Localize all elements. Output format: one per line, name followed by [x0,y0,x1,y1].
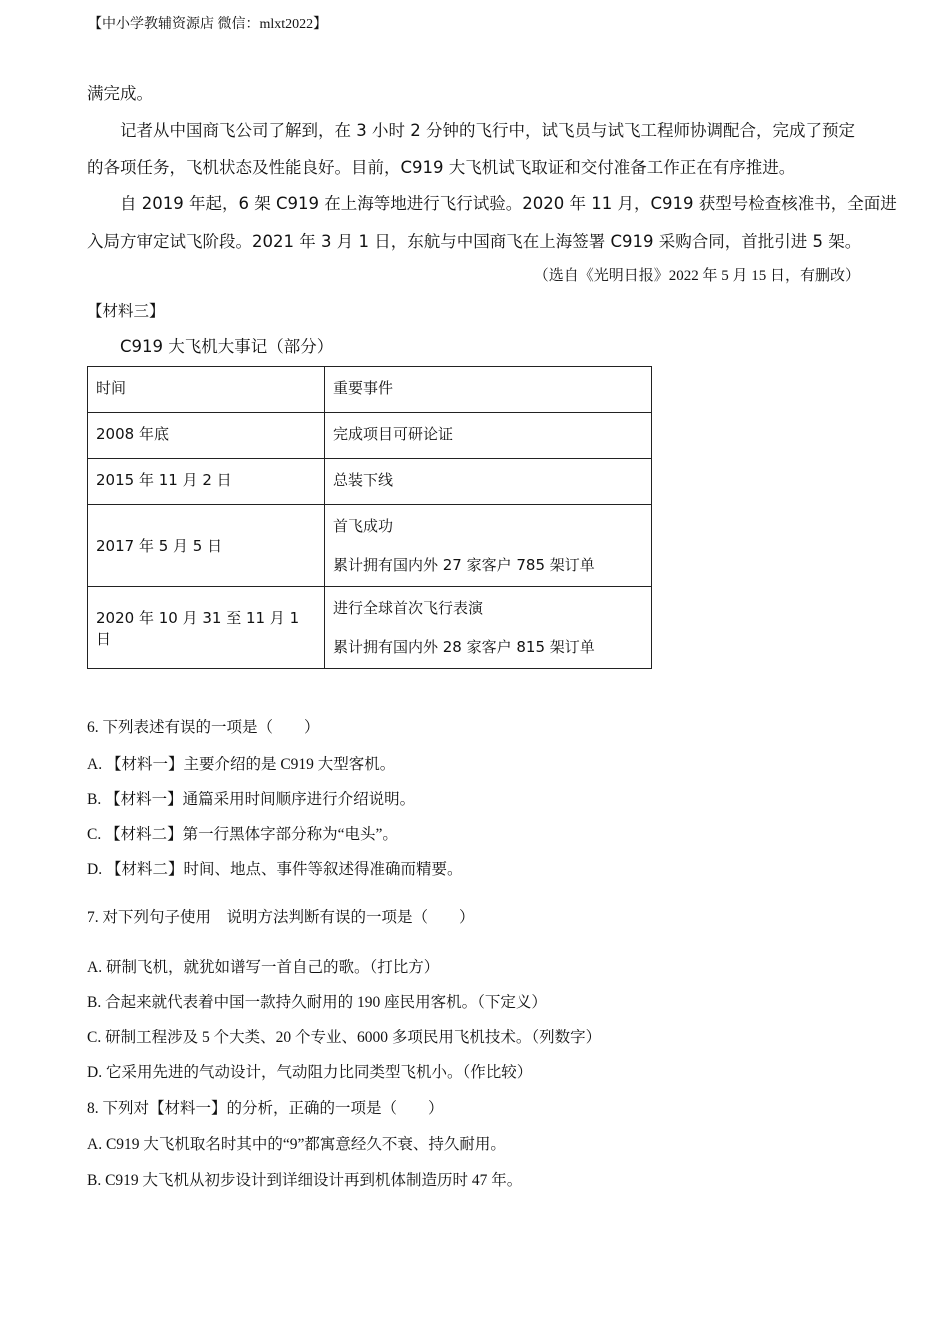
page-header: 【中小学教辅资源店 微信：mlxt2022】 [88,17,328,32]
material-label: 【材料三】 [87,303,165,320]
question-7-option-c: C. 研制工程涉及 5 个大类、20 个专业、6000 多项民用飞机技术。（列数字） [87,1029,602,1046]
events-table [87,366,652,669]
table-row [88,459,652,505]
table-row [88,505,652,587]
header-events: 重要事件 [333,379,394,397]
cell-event: 总装下线 [333,471,394,489]
question-6-option-c: C. 【材料二】第一行黑体字部分称为“电头”。 [87,826,398,843]
cell-time: 2008 年底 [96,425,169,443]
question-7-option-b: B. 合起来就代表着中国一款持久耐用的 190 座民用客机。（下定义） [87,994,547,1011]
question-6-option-a: A. 【材料一】主要介绍的是 C919 大型客机。 [87,756,396,773]
question-8-option-a: A. C919 大飞机取名时其中的“9”都寓意经久不衰、持久耐用。 [87,1136,506,1153]
source-citation: （选自《光明日报》2022 年 5 月 15 日，有删改） [533,268,860,284]
paragraph-line: 自 2019 年起，6 架 C919 在上海等地进行飞行试验。2020 年 11 月，C919 获型号检查核准书，全面进 [120,194,897,213]
table-title: C919 大飞机大事记（部分） [120,337,334,356]
paragraph-line: 的各项任务，飞机状态及性能良好。目前，C919 大飞机试飞取证和交付准备工作正在有序推进。 [87,158,796,177]
header-time: 时间 [96,379,127,397]
question-6-stem: 6. 下列表述有误的一项是（ ） [87,719,320,736]
question-7-option-a: A. 研制飞机，就犹如谱写一首自己的歌。（打比方） [87,959,440,976]
question-7-option-d: D. 它采用先进的气动设计，气动阻力比同类型飞机小。（作比较） [87,1064,533,1081]
question-6-option-b: B. 【材料一】通篇采用时间顺序进行介绍说明。 [87,791,416,808]
question-8-stem: 8. 下列对【材料一】的分析，正确的一项是（ ） [87,1100,444,1117]
table-header-row [88,367,652,413]
cell-time: 2017 年 5 月 5 日 [96,537,223,555]
cell-time: 2015 年 11 月 2 日 [96,471,232,489]
paragraph-line: 满完成。 [87,84,153,103]
table-row [88,587,652,669]
paragraph-line: 入局方审定试飞阶段。2021 年 3 月 1 日，东航与中国商飞在上海签署 C919 采购合同，首批引进 5 架。 [87,232,862,251]
cell-event: 累计拥有国内外 27 家客户 785 架订单 [333,556,595,574]
cell-event: 累计拥有国内外 28 家客户 815 架订单 [333,638,595,656]
table-row [88,413,652,459]
question-8-option-b: B. C919 大飞机从初步设计到详细设计再到机体制造历时 47 年。 [87,1172,523,1189]
question-7-stem: 7. 对下列句子使用 说明方法判断有误的一项是（ ） [87,909,475,926]
cell-time: 2020 年 10 月 31 至 11 月 1 日 [96,608,300,648]
paragraph-line: 记者从中国商飞公司了解到，在 3 小时 2 分钟的飞行中，试飞员与试飞工程师协调配合，完成了预定 [120,121,855,140]
question-6-option-d: D. 【材料二】时间、地点、事件等叙述得准确而精要。 [87,861,463,878]
cell-event: 首飞成功 [333,517,394,535]
cell-event: 完成项目可研论证 [333,425,454,443]
cell-event: 进行全球首次飞行表演 [333,599,484,617]
